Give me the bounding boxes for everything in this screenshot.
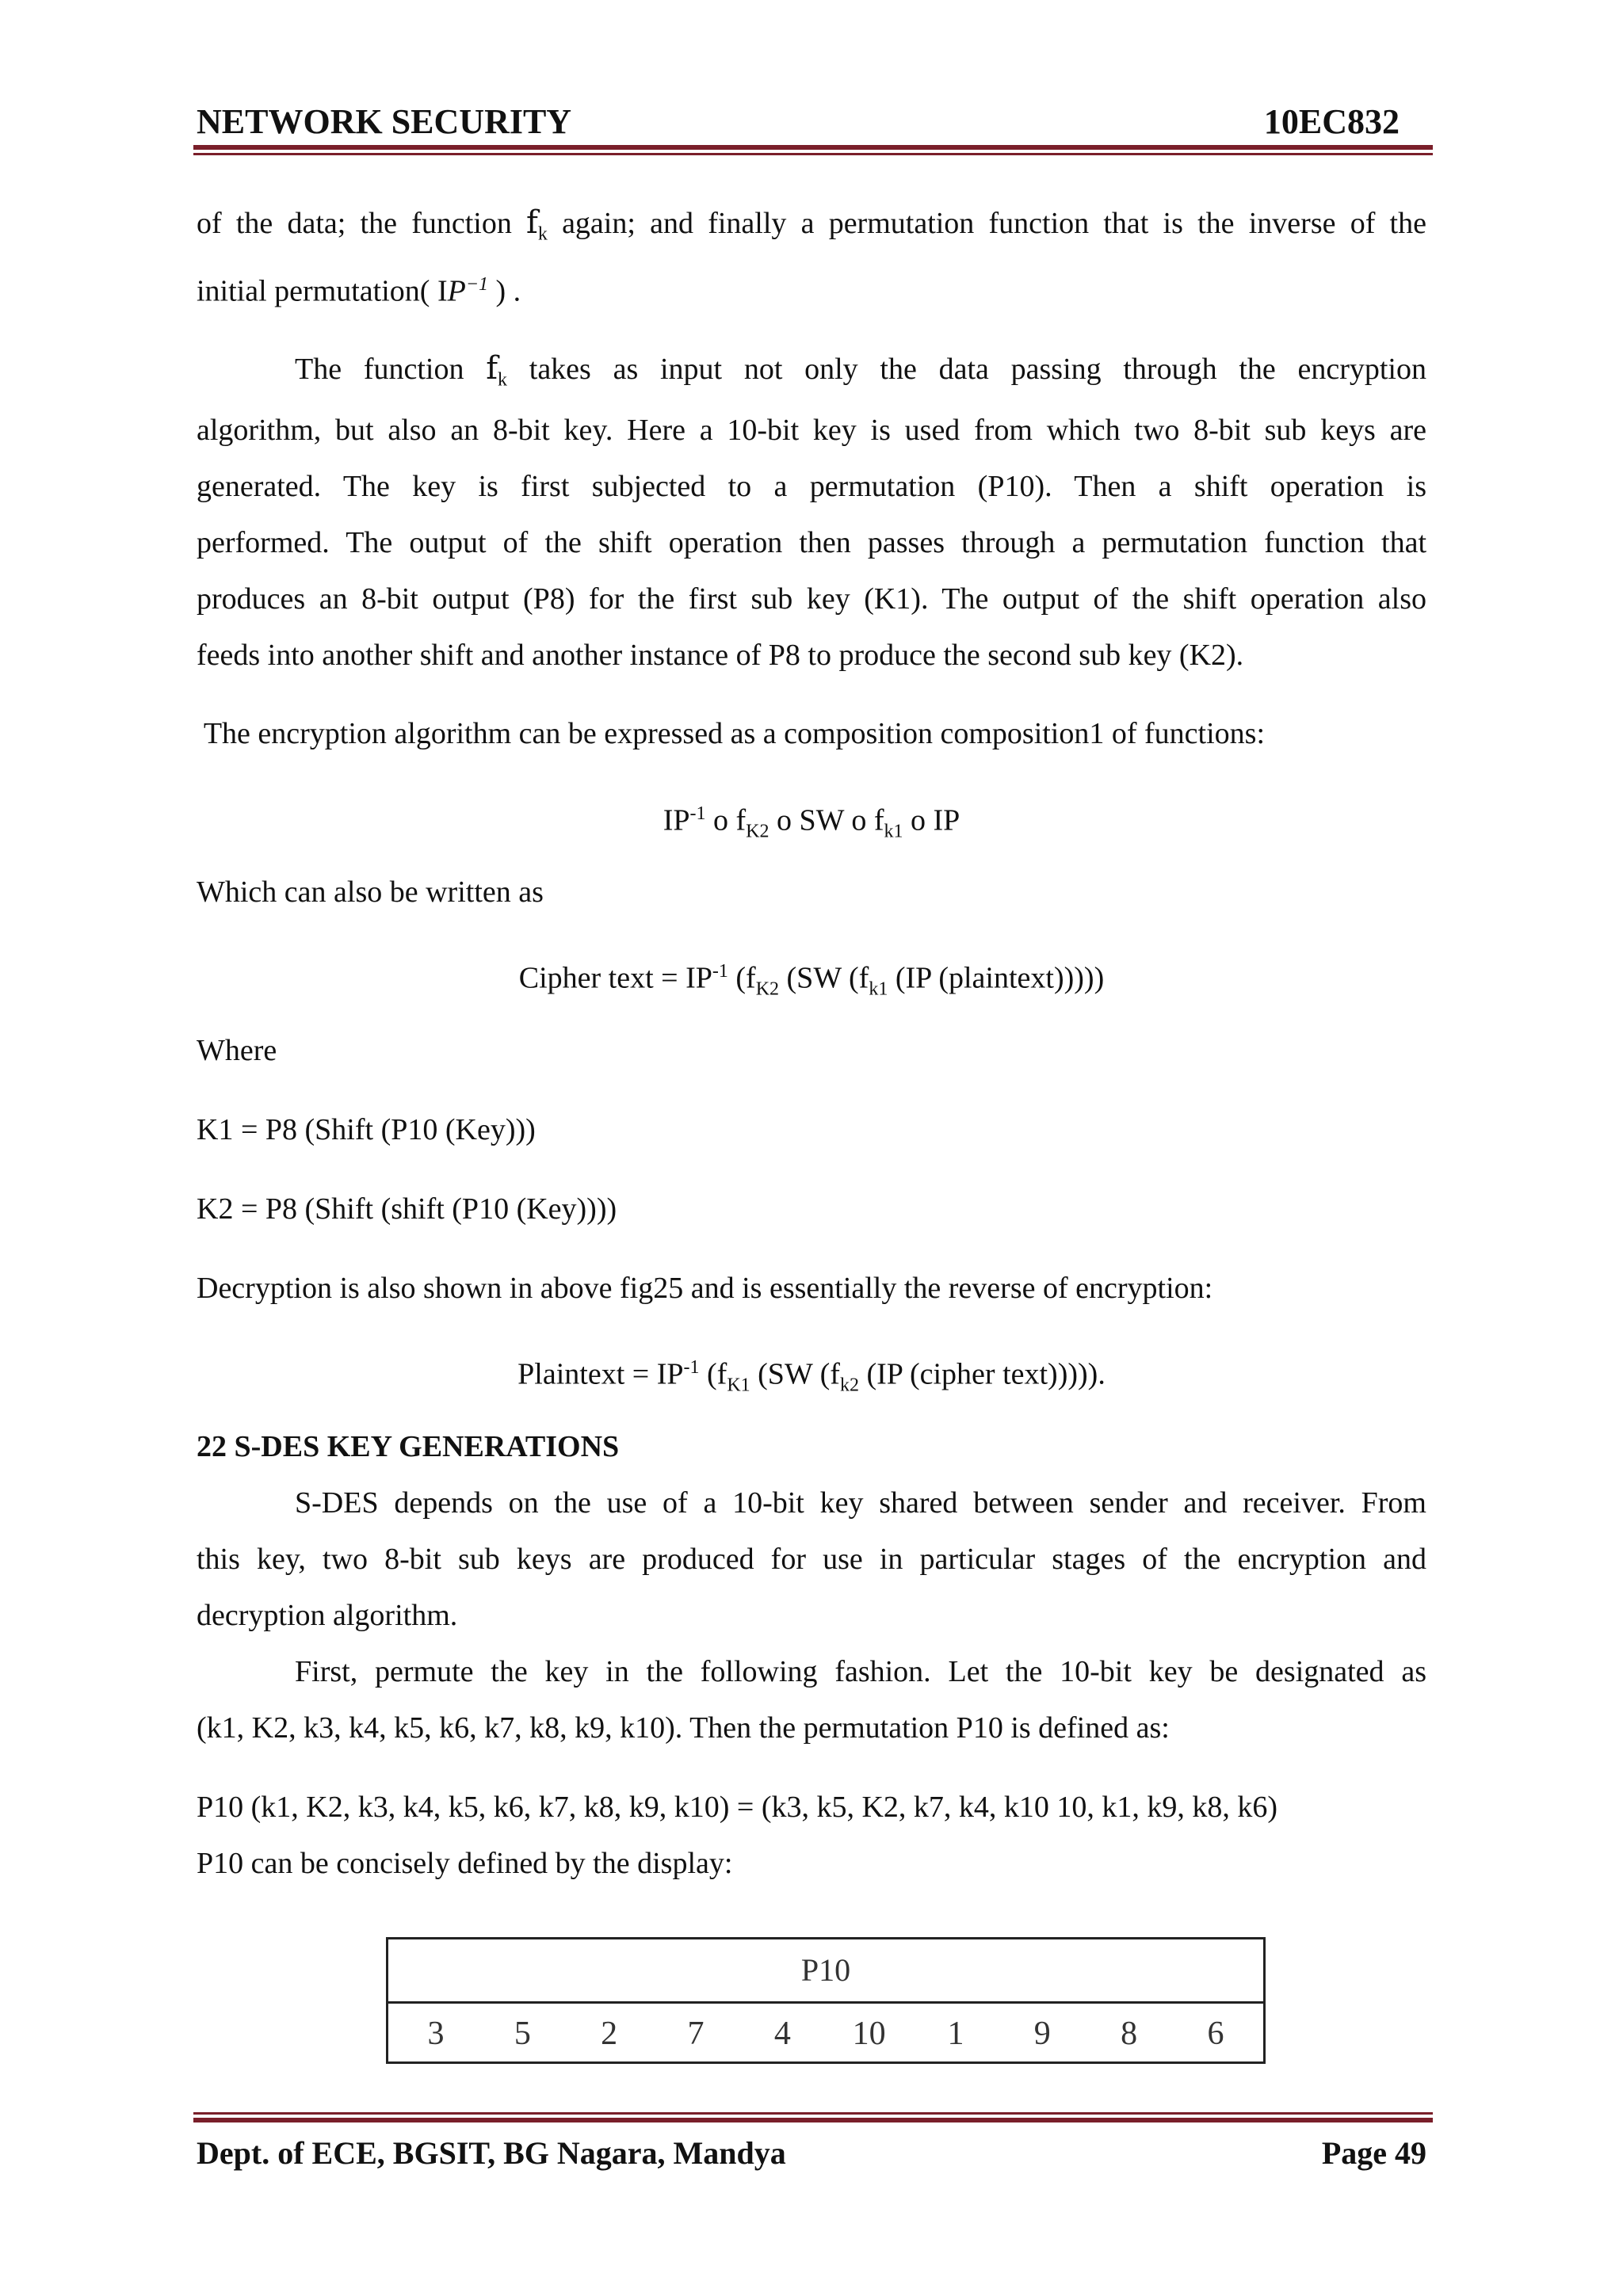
para6-line1: First, permute the key in the following fashion. Let the 10-bit key be designated as (295, 1655, 1426, 1688)
p10-definition: P10 (k1, K2, k3, k4, k5, k6, k7, k8, k9, k10) = (k3, k5, K2, k7, k4, k10 10, k1, k9, k8, k6) (197, 1791, 1278, 1824)
equation-plaintext: Plaintext = $IP^{-1}$ ($f_{K1}$ (SW ($f_{k2}$ (IP (cipher text))))). (517, 1357, 1106, 1396)
where-label: Where (197, 1034, 277, 1067)
para5-line1: S-DES depends on the use of a 10-bit key shared between sender and receiver. From (295, 1486, 1426, 1520)
para4: Which can also be written as (197, 875, 544, 909)
p10-cell: 2 (601, 2016, 618, 2052)
header-title: NETWORK SECURITY (197, 102, 572, 141)
page-header (197, 93, 1433, 149)
p10-cell: 4 (773, 2016, 791, 2052)
p10-cell: 3 (427, 2016, 445, 2052)
p10-concise-note: P10 can be concisely defined by the display: (197, 1847, 733, 1880)
para1-line1: of the data; the function $f_k$ again; and finally a permutation function that is the inverse of the (197, 204, 1426, 245)
p10-table (386, 1937, 1266, 2064)
para6-line2: (k1, K2, k3, k4, k5, k6, k7, k8, k9, k10). Then the permutation P10 is defined as: (197, 1711, 1170, 1745)
p10-table-row (404, 2004, 1247, 2064)
header-rule-thick (193, 145, 1433, 150)
p10-cell: 8 (1121, 2016, 1138, 2052)
page-footer (197, 2131, 1426, 2179)
decryption-note: Decryption is also shown in above fig25 and is essentially the reverse of encryption: (197, 1272, 1213, 1305)
p10-cell: 1 (947, 2016, 964, 2052)
footer-rule-thin (193, 2112, 1433, 2115)
equation-composition: $IP^{-1}$ o $f_{K2}$ o SW o $f_{k1}$ o IP (663, 803, 960, 842)
para2-line3: generated. The key is first subjected to a permutation (P10). Then a shift operation is (197, 470, 1426, 503)
p10-cell: 10 (852, 2016, 886, 2052)
p10-cell: 5 (514, 2016, 531, 2052)
para3: The encryption algorithm can be expressed as a composition composition1 of functions: (197, 717, 1265, 750)
k1-definition: K1 = P8 (Shift (P10 (Key))) (197, 1113, 536, 1146)
para1-line2: initial permutation( $IP^{-1}$ ) . (197, 274, 521, 308)
p10-cell: 9 (1033, 2016, 1051, 2052)
section-heading: 22 S-DES KEY GENERATIONS (197, 1430, 620, 1463)
p10-cell: 7 (687, 2016, 705, 2052)
p10-table-title: P10 (800, 1952, 851, 1988)
footer-rule-thick (193, 2118, 1433, 2122)
para2-line5: produces an 8-bit output (P8) for the first sub key (K1). The output of the shift operation also (197, 582, 1426, 616)
footer-page-number: Page 49 (1321, 2135, 1426, 2171)
para2-line1: The function $f_k$ takes as input not only the data passing through the encryption (295, 350, 1426, 391)
p10-cell: 6 (1207, 2016, 1224, 2052)
header-course-code: 10EC832 (1263, 102, 1400, 141)
para2-line6: feeds into another shift and another instance of P8 to produce the second sub key (K2). (197, 639, 1244, 672)
k2-definition: K2 = P8 (Shift (shift (P10 (Key)))) (197, 1192, 617, 1226)
footer-department: Dept. of ECE, BGSIT, BG Nagara, Mandya (197, 2135, 786, 2171)
para5-line2: this key, two 8-bit sub keys are produced for use in particular stages of the encryption and (197, 1543, 1426, 1576)
para2-line2: algorithm, but also an 8-bit key. Here a 10-bit key is used from which two 8-bit sub keys are (197, 414, 1426, 447)
equation-ciphertext: Cipher text = $IP^{-1}$ ($f_{K2}$ (SW ($f_{k1}$ (IP (plaintext))))) (518, 961, 1105, 1000)
para2-line4: performed. The output of the shift operation then passes through a permutation function that (197, 526, 1426, 559)
header-rule-thin (193, 153, 1433, 155)
para5-line3: decryption algorithm. (197, 1599, 458, 1632)
